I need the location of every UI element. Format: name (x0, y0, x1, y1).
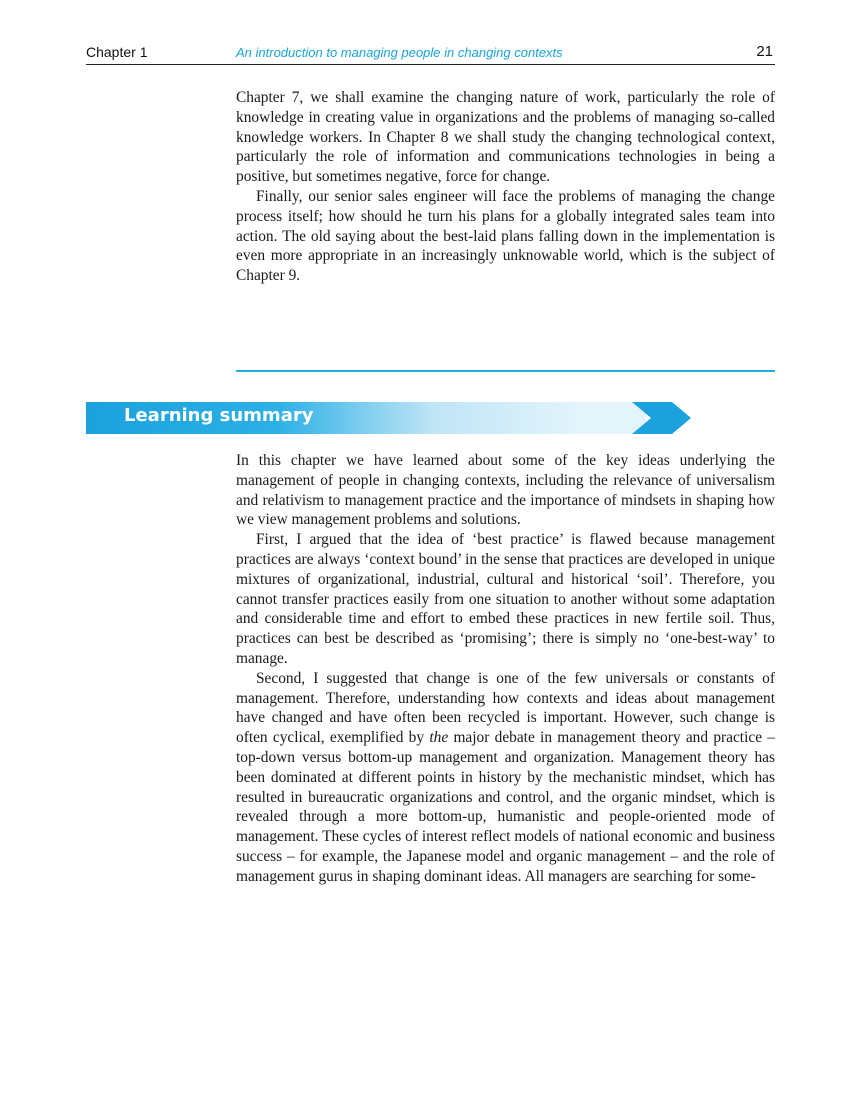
section-divider (236, 370, 775, 372)
learning-summary-banner (86, 402, 691, 434)
header-chapter-title: An introduction to managing people in changing contexts (236, 45, 563, 60)
summary-paragraph-3-part-2: major debate in management theory and practice – top-down versus bottom-up management and organization. Management theory has been dominated at different points in history by the mechanistic mindset, which has resulted in bureaucratic organizations and control, and the organic mindset, which is revealed through a more bottom-up, humanistic and people-oriented mode of management. These cycles of interest reflect models of national economic and business success – for example, the Japanese model and organic management – and the role of management gurus in shaping dominant ideas. All managers are searching for some- (236, 729, 775, 885)
intro-paragraph-1: Chapter 7, we shall examine the changing nature of work, particularly the role of knowledge in creating value in organizations and the problems of managing so-called knowledge workers. In Chapter 8 we shall study the changing technological context, particularly the role of information and communications technologies in being a positive, but sometimes negative, force for change. (236, 89, 775, 186)
page-number: 21 (756, 43, 773, 60)
intro-paragraph-2: Finally, our senior sales engineer will face the problems of managing the change process itself; how should he turn his plans for a globally integrated sales team into action. The old saying about the best-laid plans falling down in the implementation is even more appropriate in an increasingly unknowable world, which is the subject of Chapter 9. (236, 187, 775, 285)
summary-text-block (236, 451, 775, 887)
summary-paragraph-3-part-1: Second, I suggested that change is one of the few universals or constants of management. Therefore, understanding how contexts and ideas about management have changed and have often been recycled is important. However, such change is often cyclical, exemplified by (236, 669, 775, 747)
header-chapter-label: Chapter 1 (86, 44, 148, 60)
emphasis-the: the (429, 729, 449, 747)
running-header (86, 42, 775, 65)
summary-paragraph-2: First, I argued that the idea of ‘best practice’ is flawed because management practices are always ‘context bound’ in the sense that practices are developed in unique mixtures of organizational, industrial, cultural and historical ‘soil’. Therefore, you cannot transfer practices easily from one situation to another without some adaptation and considerable time and effort to embed these practices in new fertile soil. Thus, practices can best be described as ‘promising’; there is simply no ‘one-best-way’ to manage. (236, 531, 775, 667)
summary-paragraph-3 (236, 669, 775, 887)
summary-paragraph-1: In this chapter we have learned about some of the key ideas underlying the management of people in changing contexts, including the relevance of universalism and relativism to management practice and the importance of mindsets in shaping how we view management problems and solutions. (236, 452, 775, 529)
section-heading: Learning summary (124, 405, 314, 426)
intro-text-block (236, 88, 775, 286)
